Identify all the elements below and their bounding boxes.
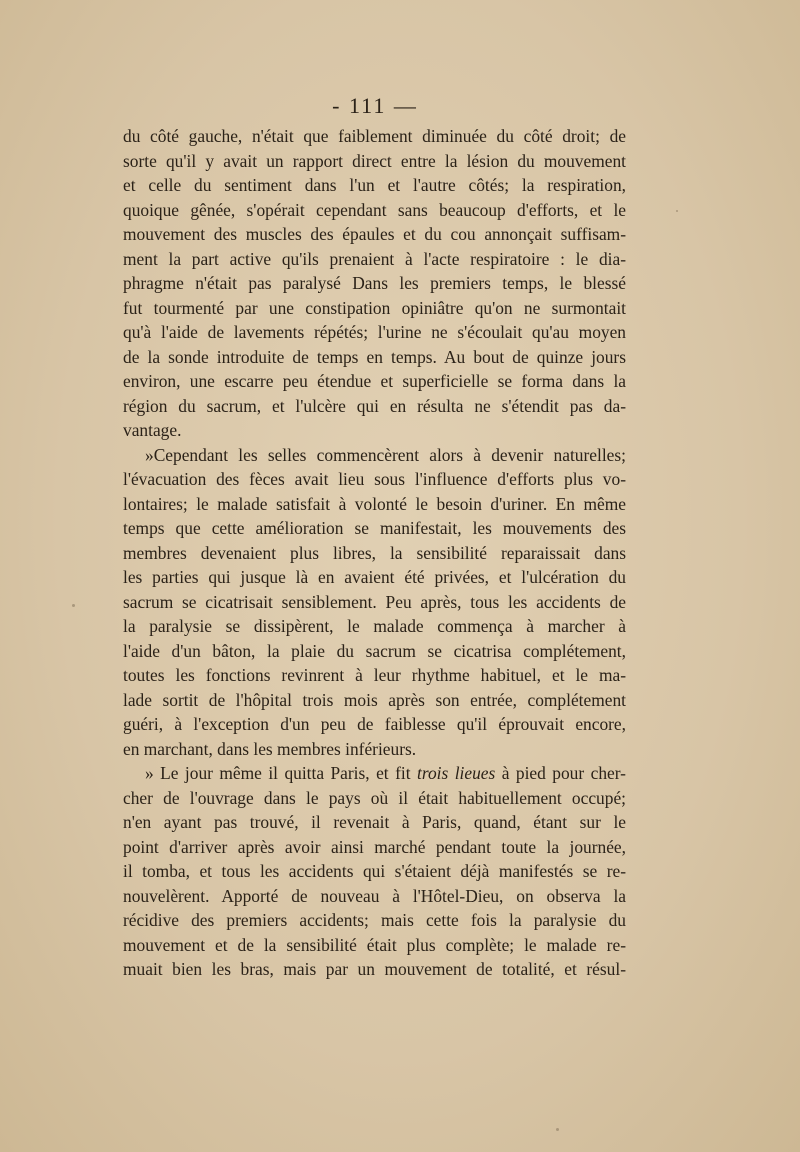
text-line: la paralysie se dissipèrent, le malade commença à marcher à [123, 616, 626, 636]
text-line: n'en ayant pas trouvé, il revenait à Paris, quand, étant sur le [123, 812, 626, 832]
text-line: les parties qui jusque là en avaient été privées, et l'ulcération du [123, 567, 626, 587]
text-line: quoique gênée, s'opérait cependant sans beaucoup d'efforts, et le [123, 199, 626, 220]
text-line: région du sacrum, et l'ulcère qui en résulta ne s'étendit pas da- [123, 395, 626, 416]
text-line: du côté gauche, n'était que faiblement diminuée du côté droit; de [123, 126, 626, 146]
text-line: l'aide d'un bâton, la plaie du sacrum se cicatrisa complétement, [123, 640, 626, 661]
text-line: lade sortit de l'hôpital trois mois après son entrée, complétement [123, 689, 626, 710]
text-line: environ, une escarre peu étendue et superficielle se forma dans la [123, 371, 626, 391]
text-line: temps que cette amélioration se manifestait, les mouvements des [123, 518, 626, 538]
text-line: mouvement des muscles des épaules et du cou annonçait suffisam- [123, 224, 626, 244]
text-line: et celle du sentiment dans l'un et l'autre côtés; la respiration, [123, 175, 626, 195]
paper-speck [72, 604, 75, 607]
text-line: il tomba, et tous les accidents qui s'étaient déjà manifestés se re- [123, 861, 626, 881]
text-line: en marchant, dans les membres inférieurs. [123, 738, 417, 759]
text-line: membres devenaient plus libres, la sensibilité reparaissait dans [123, 542, 626, 563]
text-line: nouvelèrent. Apporté de nouveau à l'Hôtel-Dieu, on observa la [123, 885, 626, 906]
text-line: l'évacuation des fèces avait lieu sous l'influence d'efforts plus vo- [123, 469, 626, 489]
text-segment: » Le jour même il quitta Paris, et fit [145, 763, 411, 783]
text-line: point d'arriver après avoir ainsi marché pendant toute la journée, [123, 836, 626, 857]
text-line: guéri, à l'exception d'un peu de faiblesse qu'il éprouvait encore, [123, 714, 626, 734]
italic-phrase: trois lieues [417, 763, 496, 783]
page-number: - 111 — [332, 93, 418, 118]
text-line: muait bien les bras, mais par un mouvement de totalité, et résul- [123, 959, 626, 979]
paper-speck [676, 210, 678, 212]
text-line: récidive des premiers accidents; mais cette fois la paralysie du [123, 910, 626, 930]
text-line: toutes les fonctions revinrent à leur rhythme habituel, et le ma- [123, 665, 626, 685]
text-line: de la sonde introduite de temps en temps. Au bout de quinze jours [123, 346, 626, 367]
text-line: sorte qu'il y avait un rapport direct entre la lésion du mouvement [123, 150, 626, 171]
text-line: fut tourmenté par une constipation opiniâtre qu'on ne surmontait [123, 297, 626, 318]
text-line: cher de l'ouvrage dans le pays où il était habituellement occupé; [123, 787, 626, 808]
text-line: phragme n'était pas paralysé Dans les premiers temps, le blessé [123, 273, 626, 293]
text-line: »Cependant les selles commencèrent alors à devenir naturelles; [145, 444, 626, 465]
text-line: vantage. [123, 420, 182, 440]
text-segment: à pied pour cher- [501, 763, 626, 783]
body-text [123, 124, 626, 982]
text-line: lontaires; le malade satisfait à volonté le besoin d'uriner. En même [123, 493, 626, 514]
text-line: ment la part active qu'ils prenaient à l'acte respiratoire : le dia- [123, 248, 626, 269]
text-line: sacrum se cicatrisait sensiblement. Peu après, tous les accidents de [123, 591, 626, 612]
text-line-with-italic [123, 761, 626, 786]
text-line: mouvement et de la sensibilité était plus complète; le malade re- [123, 934, 626, 955]
text-line: qu'à l'aide de lavements répétés; l'urine ne s'écoulait qu'au moyen [123, 322, 626, 342]
paper-speck [556, 1128, 559, 1131]
